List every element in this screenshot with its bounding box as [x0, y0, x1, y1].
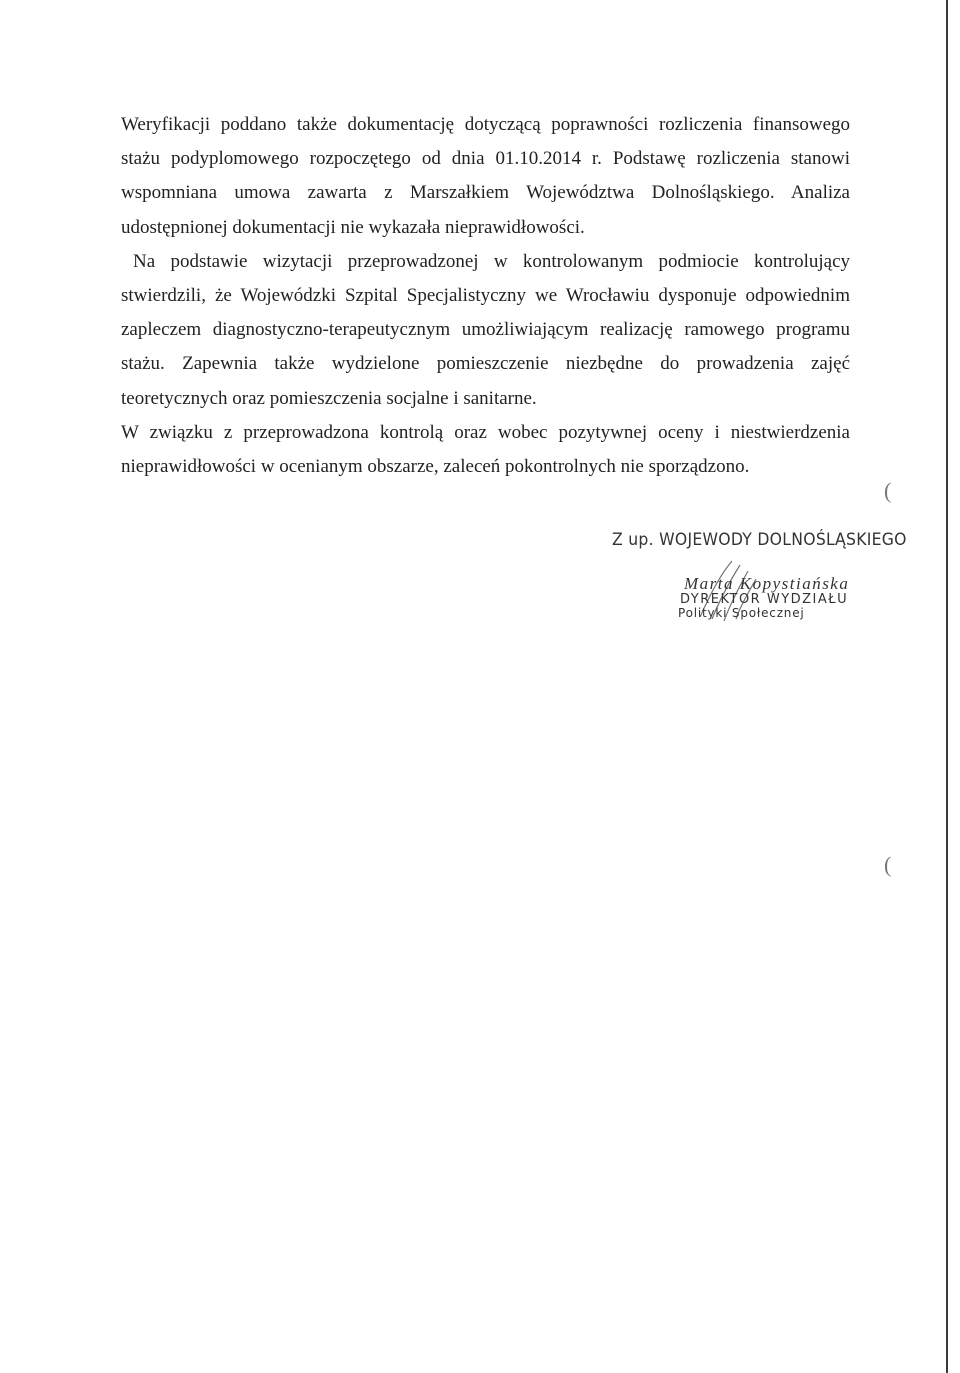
- stamp-name: Marta Kopystiańska: [684, 574, 850, 593]
- stamp-department: Polityki Społecznej: [678, 606, 805, 620]
- official-stamp: [612, 530, 907, 620]
- margin-bracket-mark: (: [884, 478, 892, 503]
- paragraph-visitation-findings: Na podstawie wizytacji przeprowadzonej w kontrolowanym podmiocie kontrolujący stwierdzili, że Wojewódzki Szpital Specjalistyczny we Wrocławiu dysponuje odpowiednim zapleczem diagnostyczno-terapeutycznym umożliwiającym realizację ramowego programu stażu. Zapewnia także wydzielone pomieszczenie niezbędne do prowadzenia zajęć teoretycznych oraz pomieszczenia socjalne i sanitarne.: [121, 250, 850, 409]
- document-body: [121, 108, 850, 484]
- stamp-title: DYREKTOR WYDZIAŁU: [680, 592, 849, 607]
- stamp-heading: Z up. WOJEWODY DOLNOŚLĄSKIEGO: [612, 530, 907, 550]
- scan-edge-line: [946, 0, 948, 1373]
- paragraph-conclusion: W związku z przeprowadzona kontrolą oraz wobec pozytywnej oceny i niestwierdzenia nieprawidłowości w ocenianym obszarze, zaleceń pokontrolnych nie sporządzono.: [121, 421, 850, 478]
- margin-bracket-mark: (: [884, 852, 892, 877]
- paragraph-financial-verification: Weryfikacji poddano także dokumentację dotyczącą poprawności rozliczenia finansowego stażu podyplomowego rozpoczętego od dnia 01.10.2014 r. Podstawę rozliczenia stanowi wspomniana umowa zawarta z Marszałkiem Województwa Dolnośląskiego. Analiza udostępnionej dokumentacji nie wykazała nieprawidłowości.: [121, 114, 850, 238]
